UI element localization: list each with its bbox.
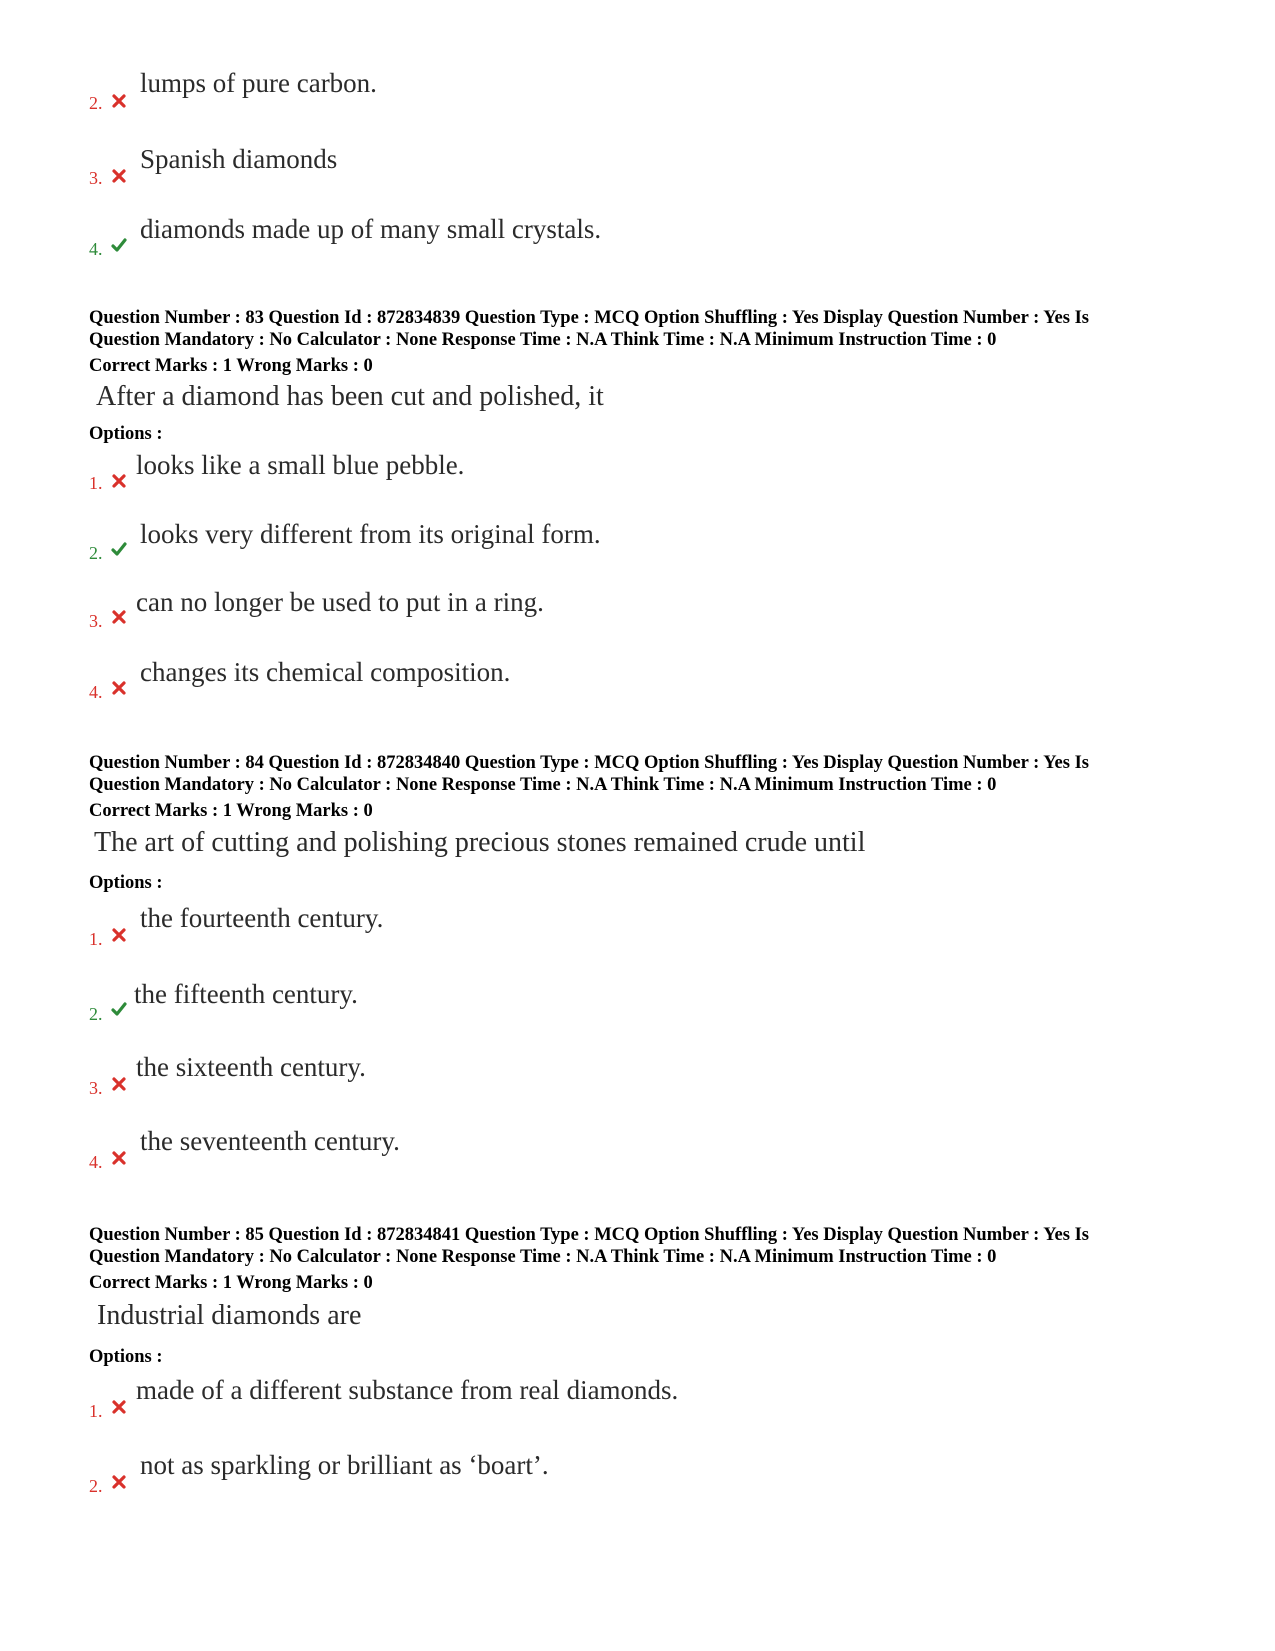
option-number: 4.: [89, 682, 103, 702]
option-number: 4.: [89, 239, 103, 259]
option-text: the fourteenth century.: [140, 903, 384, 933]
check-icon: [111, 1001, 127, 1017]
cross-icon: [111, 927, 127, 943]
cross-icon: [111, 609, 127, 625]
question-stem: Industrial diamonds are: [97, 1300, 362, 1331]
option-text: made of a different substance from real diamonds.: [136, 1375, 679, 1405]
cross-icon: [111, 473, 127, 489]
option-number: 3.: [89, 1078, 103, 1098]
option-text: diamonds made up of many small crystals.: [140, 214, 602, 244]
question-stem: After a diamond has been cut and polished, it: [96, 381, 604, 412]
check-icon: [111, 237, 127, 253]
option-text: not as sparkling or brilliant as ‘boart’.: [140, 1450, 549, 1480]
option-row: [0, 587, 1275, 631]
question-marks: Correct Marks : 1 Wrong Marks : 0: [89, 356, 373, 376]
option-number: 1.: [89, 1401, 103, 1421]
option-text: Spanish diamonds: [140, 144, 338, 174]
option-row: [0, 979, 1275, 1024]
option-row: [0, 1450, 1275, 1496]
option-number: 1.: [89, 929, 103, 949]
cross-icon: [111, 1474, 127, 1490]
option-row: [0, 450, 1275, 493]
options-label: Options :: [89, 424, 163, 444]
option-row: [0, 214, 1275, 259]
option-text: looks very different from its original form.: [140, 519, 601, 549]
option-number: 1.: [89, 473, 103, 493]
option-number: 3.: [89, 611, 103, 631]
question-meta-line: Question Number : 84 Question Id : 872834840 Question Type : MCQ Option Shuffling : Yes Display Question Number : Yes Is: [89, 753, 1089, 773]
check-icon: [111, 541, 127, 557]
option-row: [0, 657, 1275, 702]
question-stem: The art of cutting and polishing precious stones remained crude until: [94, 827, 866, 858]
option-text: lumps of pure carbon.: [140, 68, 377, 98]
option-number: 4.: [89, 1152, 103, 1172]
cross-icon: [111, 93, 127, 109]
cross-icon: [111, 1076, 127, 1092]
question-marks: Correct Marks : 1 Wrong Marks : 0: [89, 801, 373, 821]
option-text: can no longer be used to put in a ring.: [136, 587, 544, 617]
cross-icon: [111, 1399, 127, 1415]
options-label: Options :: [89, 873, 163, 893]
cross-icon: [111, 168, 127, 184]
option-text: the fifteenth century.: [134, 979, 358, 1009]
question-meta-line: Question Mandatory : No Calculator : None Response Time : N.A Think Time : N.A Minimum Instruction Time : 0: [89, 1247, 997, 1267]
option-row: [0, 519, 1275, 563]
option-row: [0, 144, 1275, 188]
option-number: 2.: [89, 1004, 103, 1024]
option-text: looks like a small blue pebble.: [136, 450, 465, 480]
options-label: Options :: [89, 1347, 163, 1367]
option-row: [0, 68, 1275, 113]
option-row: [0, 1375, 1275, 1421]
option-text: the seventeenth century.: [140, 1126, 400, 1156]
question-marks: Correct Marks : 1 Wrong Marks : 0: [89, 1273, 373, 1293]
option-text: changes its chemical composition.: [140, 657, 511, 687]
cross-icon: [111, 680, 127, 696]
question-meta-line: Question Number : 83 Question Id : 872834839 Question Type : MCQ Option Shuffling : Yes Display Question Number : Yes Is: [89, 308, 1089, 328]
option-row: [0, 903, 1275, 949]
question-meta-line: Question Mandatory : No Calculator : None Response Time : N.A Think Time : N.A Minimum Instruction Time : 0: [89, 775, 997, 795]
option-row: [0, 1052, 1275, 1098]
option-number: 3.: [89, 168, 103, 188]
option-number: 2.: [89, 93, 103, 113]
question-meta-line: Question Mandatory : No Calculator : None Response Time : N.A Think Time : N.A Minimum Instruction Time : 0: [89, 330, 997, 350]
option-number: 2.: [89, 1476, 103, 1496]
cross-icon: [111, 1150, 127, 1166]
option-number: 2.: [89, 543, 103, 563]
option-text: the sixteenth century.: [136, 1052, 366, 1082]
question-meta-line: Question Number : 85 Question Id : 872834841 Question Type : MCQ Option Shuffling : Yes Display Question Number : Yes Is: [89, 1225, 1089, 1245]
option-row: [0, 1126, 1275, 1172]
